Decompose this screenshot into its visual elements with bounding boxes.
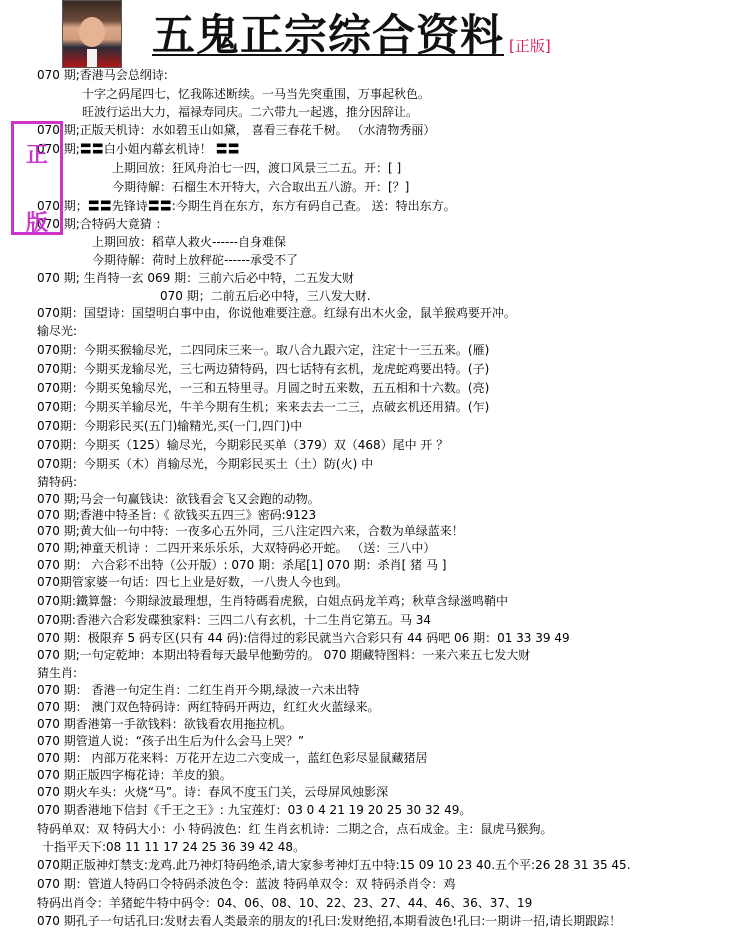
content-line: 070 期： 香港一句定生肖：二红生肖开今期,绿波一六未出特 — [37, 683, 360, 697]
content-line: 070 期;〓〓白小姐内幕玄机诗！ 〓〓 — [37, 142, 240, 156]
content-line: 070 期香港第一手欲钱料：欲钱看农用拖拉机。 — [37, 717, 292, 731]
content-line: 输尽光: — [37, 324, 78, 338]
content-line: 070期：今期买兔输尽光，一三和五特里寻。月圆之时五来数，五五相和十六数。(亮) — [37, 381, 490, 395]
content-line: 070 期;香港中特圣旨：《 欲钱买五四三》密码:9123 — [37, 508, 317, 522]
content-line: 070期：今期买猴输尽光，二四同床三来一。取八合九跟六定，注定十一三五来。(雁) — [37, 343, 490, 357]
content-line: 070期：国望诗：国望明白事中由，你说他难要注意。红绿有出木火金，鼠羊猴鸡要开冲。 — [37, 306, 516, 320]
content-line: 070 期;合特码大竟猜 ： — [37, 217, 168, 231]
content-line: 070期：今期彩民买(五门)输精光,买(一门,四门)中 — [37, 419, 303, 433]
content-line: 070 期;香港马会总纲诗: — [37, 68, 168, 82]
content-line: 今期待解：荷时上放秤砣------承受不了 — [92, 253, 298, 267]
content-line: 特码单双：双 特码大小：小 特码波色：红 生肖玄机诗：二期之合，点石成金。主：鼠虎马猴狗。 — [37, 822, 553, 836]
content-line: 070 期孔子一句话孔曰:发财去看人类最亲的朋友的!孔曰:发财绝招,本期看波色!孔曰:一期讲一招,请长期跟踪！ — [37, 914, 622, 928]
content-line: 070 期管道人说：“孩子出生后为什么会马上哭？” — [37, 734, 305, 748]
content-line: 070 期：管道人特码口令特码杀波色令：蓝波 特码单双令：双 特码杀肖令：鸡 — [37, 877, 456, 891]
content-line: 070期：今期买羊输尽光，牛羊今期有生机；来来去去一二三，点破玄机还用猜。(乍) — [37, 400, 490, 414]
edition-badge: [正版] — [509, 37, 551, 55]
content-line: 猜生肖: — [37, 666, 78, 680]
content-line: 070 期; 生肖特一玄 069 期：三前六后必中特，二五发大财 — [37, 271, 355, 285]
content-line: 070 期： 澳门双色特码诗：两红特码开两边，红红火火蓝绿来。 — [37, 700, 380, 714]
content-line: 070期：今期买（125）输尽光，今期彩民买单（379）双（468）尾中 开 ？ — [37, 438, 449, 452]
content-line: 070 期正版四字梅花诗：羊皮的狼。 — [37, 768, 232, 782]
genuine-stamp — [11, 121, 63, 235]
content-line: 070 期;一句定乾坤：本期出特看每天最早他勤劳的。 070 期藏特图料：一来六来五七发大财 — [37, 648, 531, 662]
content-line: 今期待解：石榴生木开特大，六合取出五八游。开：[？] — [112, 180, 410, 194]
content-line: 070 期；二前五后必中特，三八发大财. — [160, 289, 371, 303]
content-line: 070 期;正版天机诗：水如碧玉山如黛， 喜看三春花千树。 （水清物秀丽） — [37, 123, 436, 137]
content-line: 上期回放：狂风舟泊七一四，渡口风景三二五。开：[ ] — [112, 161, 402, 175]
content-line: 猜特码: — [37, 475, 78, 489]
content-line: 070 期：极限弃 5 码专区(只有 44 码):信得过的彩民就当六合彩只有 44 码吧 06 期：01 33 39 49 — [37, 631, 570, 645]
content-line: 070期:鐵算盤：今期绿波最理想，生肖特碼看虎猴，白姐点码龙羊鸡；秋草含绿滋鸣鞘中 — [37, 594, 508, 608]
content-line: 070 期： 六合彩不出特（公开版）: 070 期：杀尾[1] 070 期：杀肖[ 猪 马 ] — [37, 558, 447, 572]
content-line: 十字之码尾四七，忆我陈述断续。一马当先突重围，万事起秋色。 — [82, 87, 431, 101]
stamp-char-1: 正 — [26, 142, 49, 168]
content-line: 070 期；〓〓先锋诗〓〓:今期生肖在东方，东方有码自己查。 送：特出东方。 — [37, 199, 456, 213]
content-line: 070 期香港地下信封《千王之王》: 九宝莲灯：03 0 4 21 19 20 25 30 32 49。 — [37, 803, 472, 817]
page-title: 五鬼正宗综合资料 — [152, 11, 504, 61]
content-line: 070 期火车头：火烧“马”。诗：春风不度玉门关，云母屏风烛影深 — [37, 785, 389, 799]
content-line: 070期:香港六合彩发碟独家料：三四二八有玄机，十二生肖它第五。马 34 — [37, 613, 432, 627]
content-line: 070期：今期买龙输尽光，三七两边猜特码，四七话特有玄机，龙虎蛇鸡要出特。(子) — [37, 362, 490, 376]
content-line: 070 期： 内部万花来料：万花开左边二六变成一，蓝红色彩尽显鼠藏猪居 — [37, 751, 428, 765]
content-line: 070 期;黄大仙一句中特：一夜多心五外同，三八注定四六来，合数为单绿蓝来！ — [37, 524, 464, 538]
stamp-char-2: 版 — [26, 210, 49, 236]
content-line: 特码出肖令：羊猪蛇牛特中码令：04、06、08、10、22、23、27、44、46、36、37、19 — [37, 896, 533, 910]
content-line: 十指平天下:08 11 11 17 24 25 36 39 42 48。 — [42, 840, 306, 854]
content-line: 070期正版神灯禁支:龙鸡.此乃神灯特码绝杀,请大家参考神灯五中特:15 09 10 23 40.五个平:26 28 31 35 45. — [37, 858, 631, 872]
content-line: 070期管家婆一句话：四七上业是好数，一八贵人今也到。 — [37, 575, 348, 589]
content-line: 070期：今期买（木）肖输尽光，今期彩民买土（土）防(火) 中 — [37, 457, 374, 471]
content-line: 070 期;神童天机诗 ：二四开来乐乐乐，大双特码必开蛇。 （送：三八中） — [37, 541, 436, 555]
content-line: 上期回放：稻草人救火------自身难保 — [92, 235, 286, 249]
content-line: 旺波行运出大力，福禄寿同庆。二六带九一起逃，推分因辞让。 — [82, 105, 419, 119]
content-line: 070 期;马会一句赢钱诀：欲钱看会飞又会跑的动物。 — [37, 492, 320, 506]
